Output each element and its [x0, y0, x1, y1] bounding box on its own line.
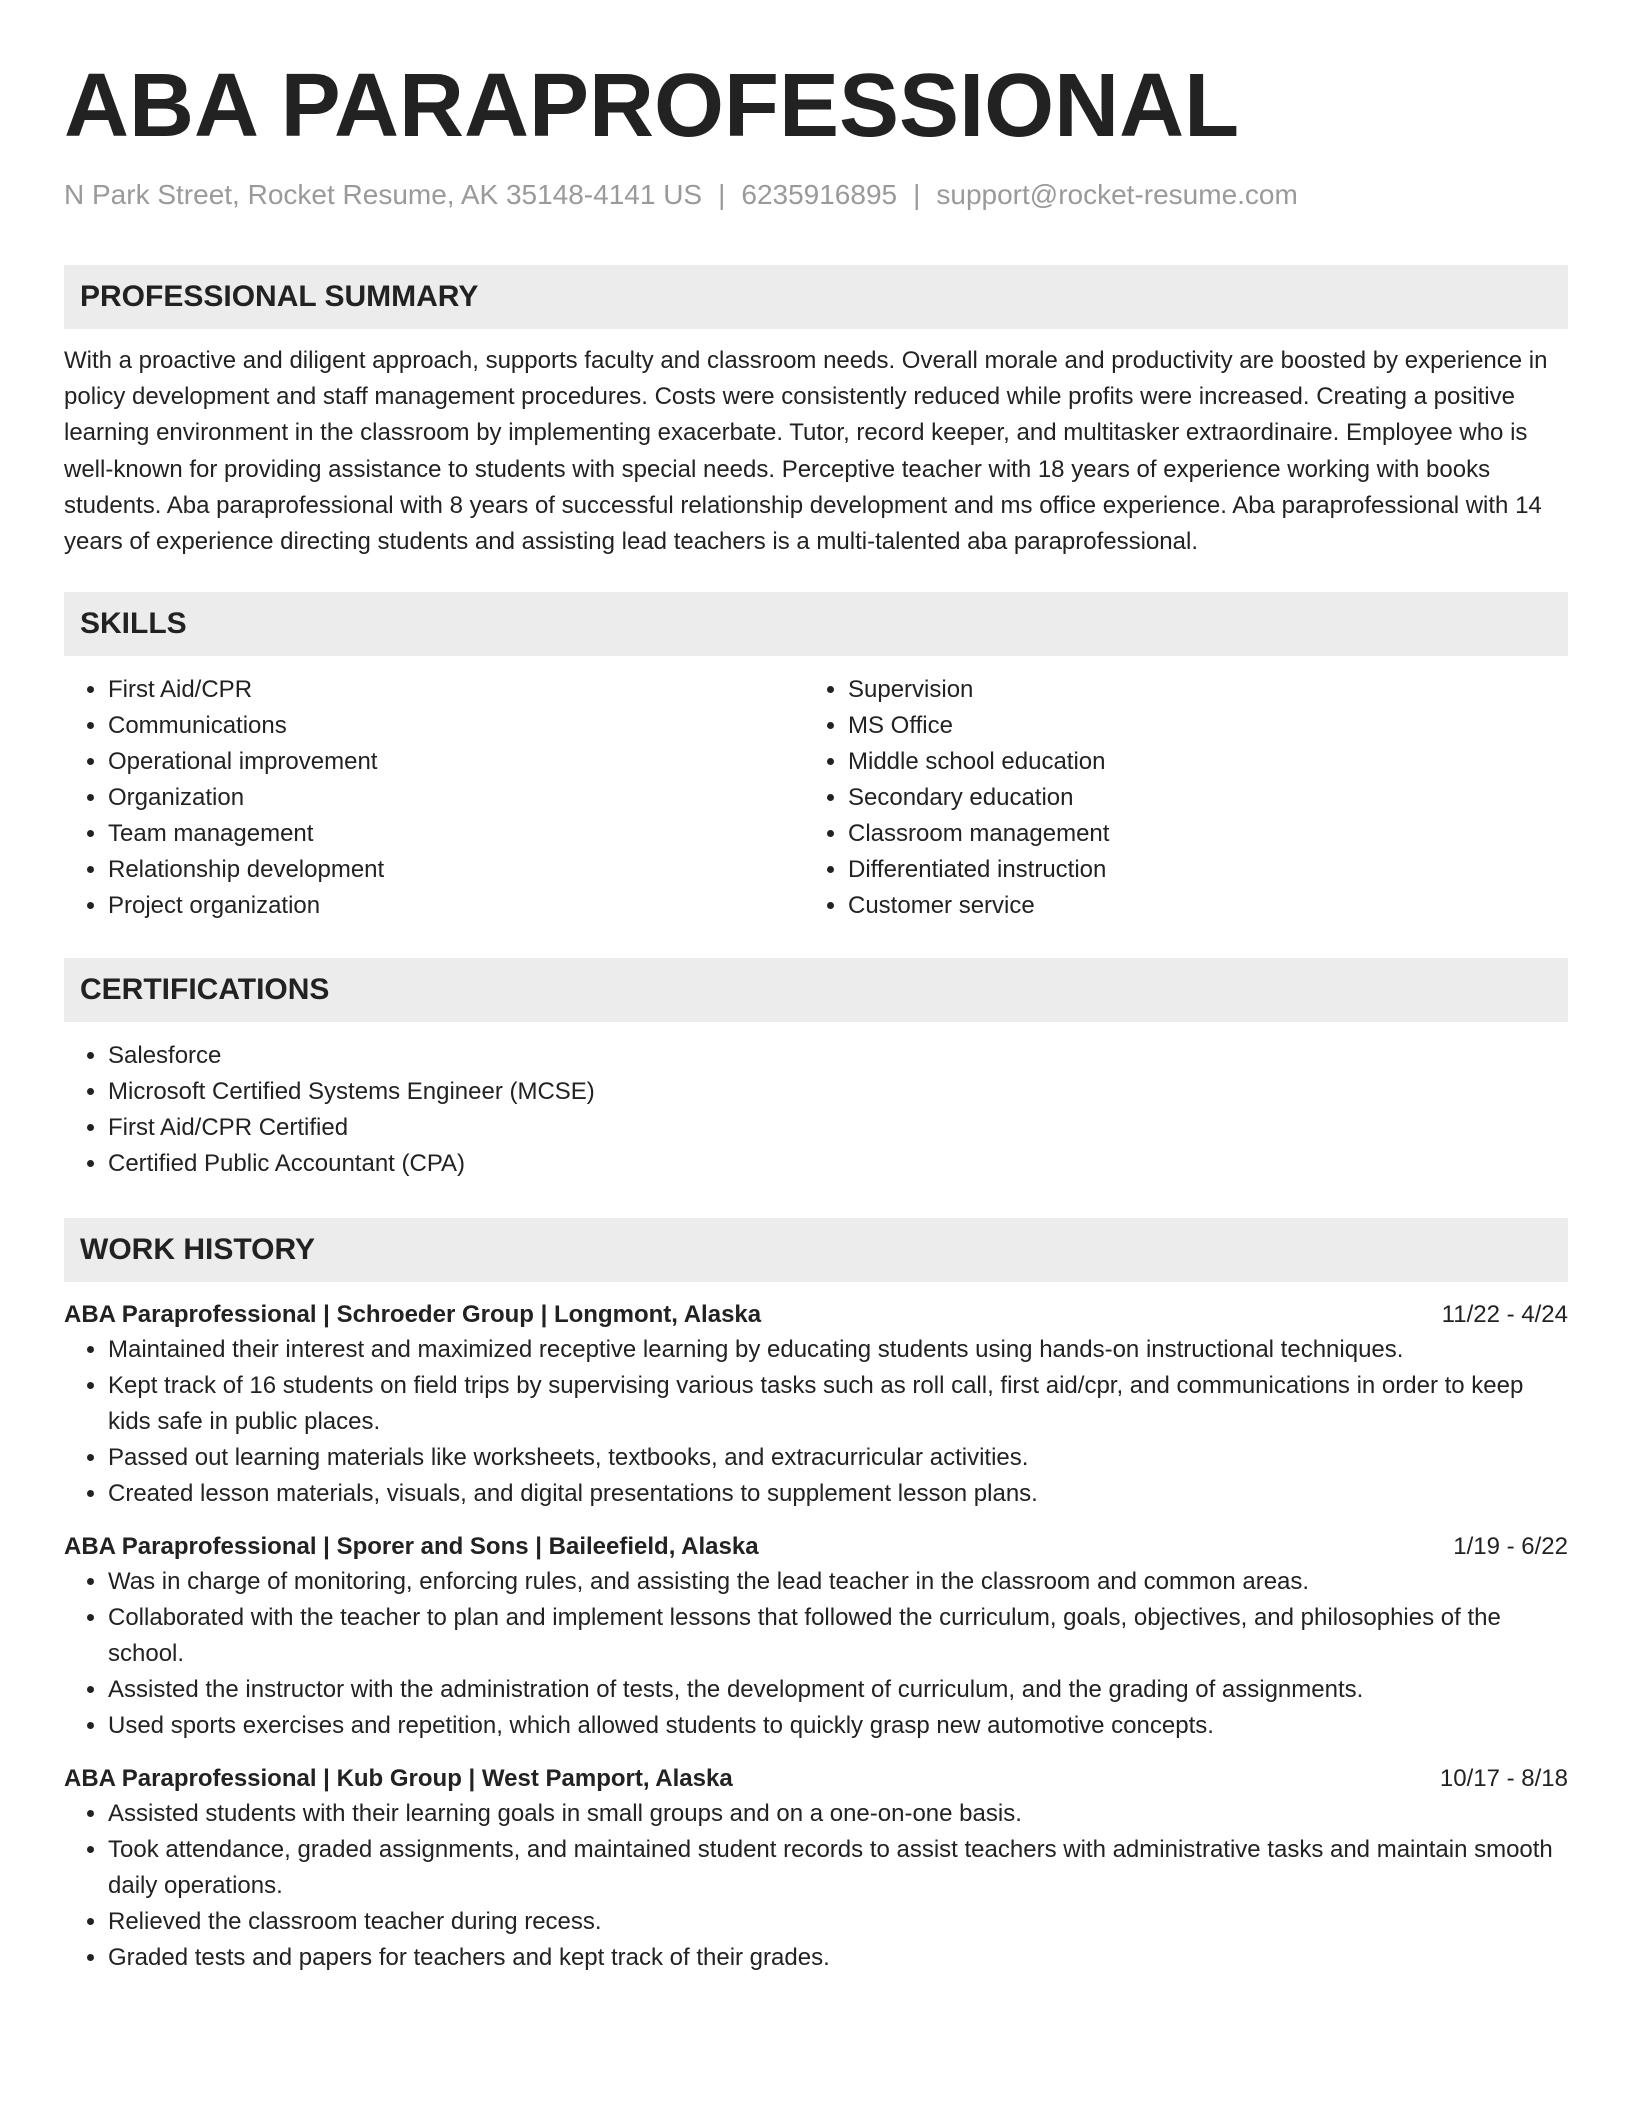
list-item: • Graded tests and papers for teachers and kept track of their grades. — [108, 1940, 1568, 1976]
job-dates: 10/17 - 8/18 — [1439, 1765, 1568, 1793]
section-heading-summary: PROFESSIONAL SUMMARY — [64, 265, 1568, 329]
job-title: ABA Paraprofessional | Kub Group | West Pamport, Alaska — [64, 1765, 733, 1793]
skills-columns — [64, 672, 1568, 924]
list-item: • Differentiated instruction — [848, 852, 1544, 888]
certifications-list — [64, 1038, 1568, 1182]
contact-line — [64, 178, 1568, 212]
contact-separator: | — [913, 179, 921, 210]
contact-separator: | — [718, 179, 726, 210]
job-entry — [64, 1298, 1568, 1512]
job-header — [64, 1762, 1568, 1796]
skills-column-right — [804, 672, 1544, 924]
job-header — [64, 1530, 1568, 1564]
list-item: • Created lesson materials, visuals, and digital presentations to supplement lesson plans. — [108, 1476, 1568, 1512]
job-header — [64, 1298, 1568, 1332]
list-item: • Used sports exercises and repetition, which allowed students to quickly grasp new automotive concepts. — [108, 1708, 1568, 1744]
skills-list-left — [64, 672, 804, 924]
job-entry — [64, 1762, 1568, 1976]
list-item: • Assisted the instructor with the administration of tests, the development of curriculum, and the grading of assignments. — [108, 1672, 1568, 1708]
resume-name: ABA PARAPROFESSIONAL — [64, 56, 1240, 156]
job-dates: 1/19 - 6/22 — [1453, 1533, 1568, 1561]
list-item: • Assisted students with their learning goals in small groups and on a one-on-one basis. — [108, 1796, 1568, 1832]
list-item: • Customer service — [848, 888, 1544, 924]
list-item: • Maintained their interest and maximized receptive learning by educating students using hands-on instructional techniques. — [108, 1332, 1568, 1368]
list-item: • Secondary education — [848, 780, 1544, 816]
contact-email: support@rocket-resume.com — [936, 179, 1298, 210]
list-item: • Took attendance, graded assignments, and maintained student records to assist teachers with administrative tasks and maintain smooth daily operations. — [108, 1832, 1568, 1904]
list-item: • Organization — [108, 780, 804, 816]
job-title: ABA Paraprofessional | Sporer and Sons | Baileefield, Alaska — [64, 1533, 759, 1561]
list-item: • Was in charge of monitoring, enforcing rules, and assisting the lead teacher in the classroom and common areas. — [108, 1564, 1568, 1600]
list-item: • MS Office — [848, 708, 1544, 744]
list-item: • Communications — [108, 708, 804, 744]
list-item: • Collaborated with the teacher to plan and implement lessons that followed the curriculum, goals, objectives, and philosophies of the school. — [108, 1600, 1568, 1672]
list-item: • Project organization — [108, 888, 804, 924]
list-item: • Passed out learning materials like worksheets, textbooks, and extracurricular activities. — [108, 1440, 1568, 1476]
skills-list-right — [804, 672, 1544, 924]
list-item: • Team management — [108, 816, 804, 852]
list-item: • Relieved the classroom teacher during recess. — [108, 1904, 1568, 1940]
job-dates: 11/22 - 4/24 — [1441, 1301, 1568, 1329]
list-item: • Relationship development — [108, 852, 804, 888]
contact-address: N Park Street, Rocket Resume, AK 35148-4141 US — [64, 179, 703, 210]
list-item: • First Aid/CPR — [108, 672, 804, 708]
contact-phone: 6235916895 — [741, 179, 898, 210]
list-item: • First Aid/CPR Certified — [108, 1110, 1568, 1146]
list-item: • Supervision — [848, 672, 1544, 708]
job-bullets — [64, 1796, 1568, 1976]
section-heading-certifications: CERTIFICATIONS — [64, 958, 1568, 1022]
list-item: • Kept track of 16 students on field trips by supervising various tasks such as roll call, first aid/cpr, and communications in order to keep kids safe in public places. — [108, 1368, 1568, 1440]
list-item: • Salesforce — [108, 1038, 1568, 1074]
list-item: • Middle school education — [848, 744, 1544, 780]
list-item: • Operational improvement — [108, 744, 804, 780]
section-heading-work-history: WORK HISTORY — [64, 1218, 1568, 1282]
list-item: • Classroom management — [848, 816, 1544, 852]
job-bullets — [64, 1332, 1568, 1512]
skills-column-left — [64, 672, 804, 924]
list-item: • Certified Public Accountant (CPA) — [108, 1146, 1568, 1182]
job-entry — [64, 1530, 1568, 1744]
job-title: ABA Paraprofessional | Schroeder Group | Longmont, Alaska — [64, 1301, 762, 1329]
summary-text: With a proactive and diligent approach, supports faculty and classroom needs. Overall morale and productivity are boosted by experience in policy development and staff management procedures. Costs were consistently reduced while profits were increased. Creating a positive learning environment in the classroom by implementing exacerbate. Tutor, record keeper, and multitasker extraordinaire. Employee who is well-known for providing assistance to students with special needs. Perceptive teacher with 18 years of experience working with books students. Aba paraprofessional with 8 years of successful relationship development and ms office experience. Aba paraprofessional with 14 years of experience directing students and assisting lead teachers is a multi-talented aba paraprofessional. — [64, 347, 1548, 556]
list-item: • Microsoft Certified Systems Engineer (MCSE) — [108, 1074, 1568, 1110]
section-heading-skills: SKILLS — [64, 592, 1568, 656]
job-bullets — [64, 1564, 1568, 1744]
